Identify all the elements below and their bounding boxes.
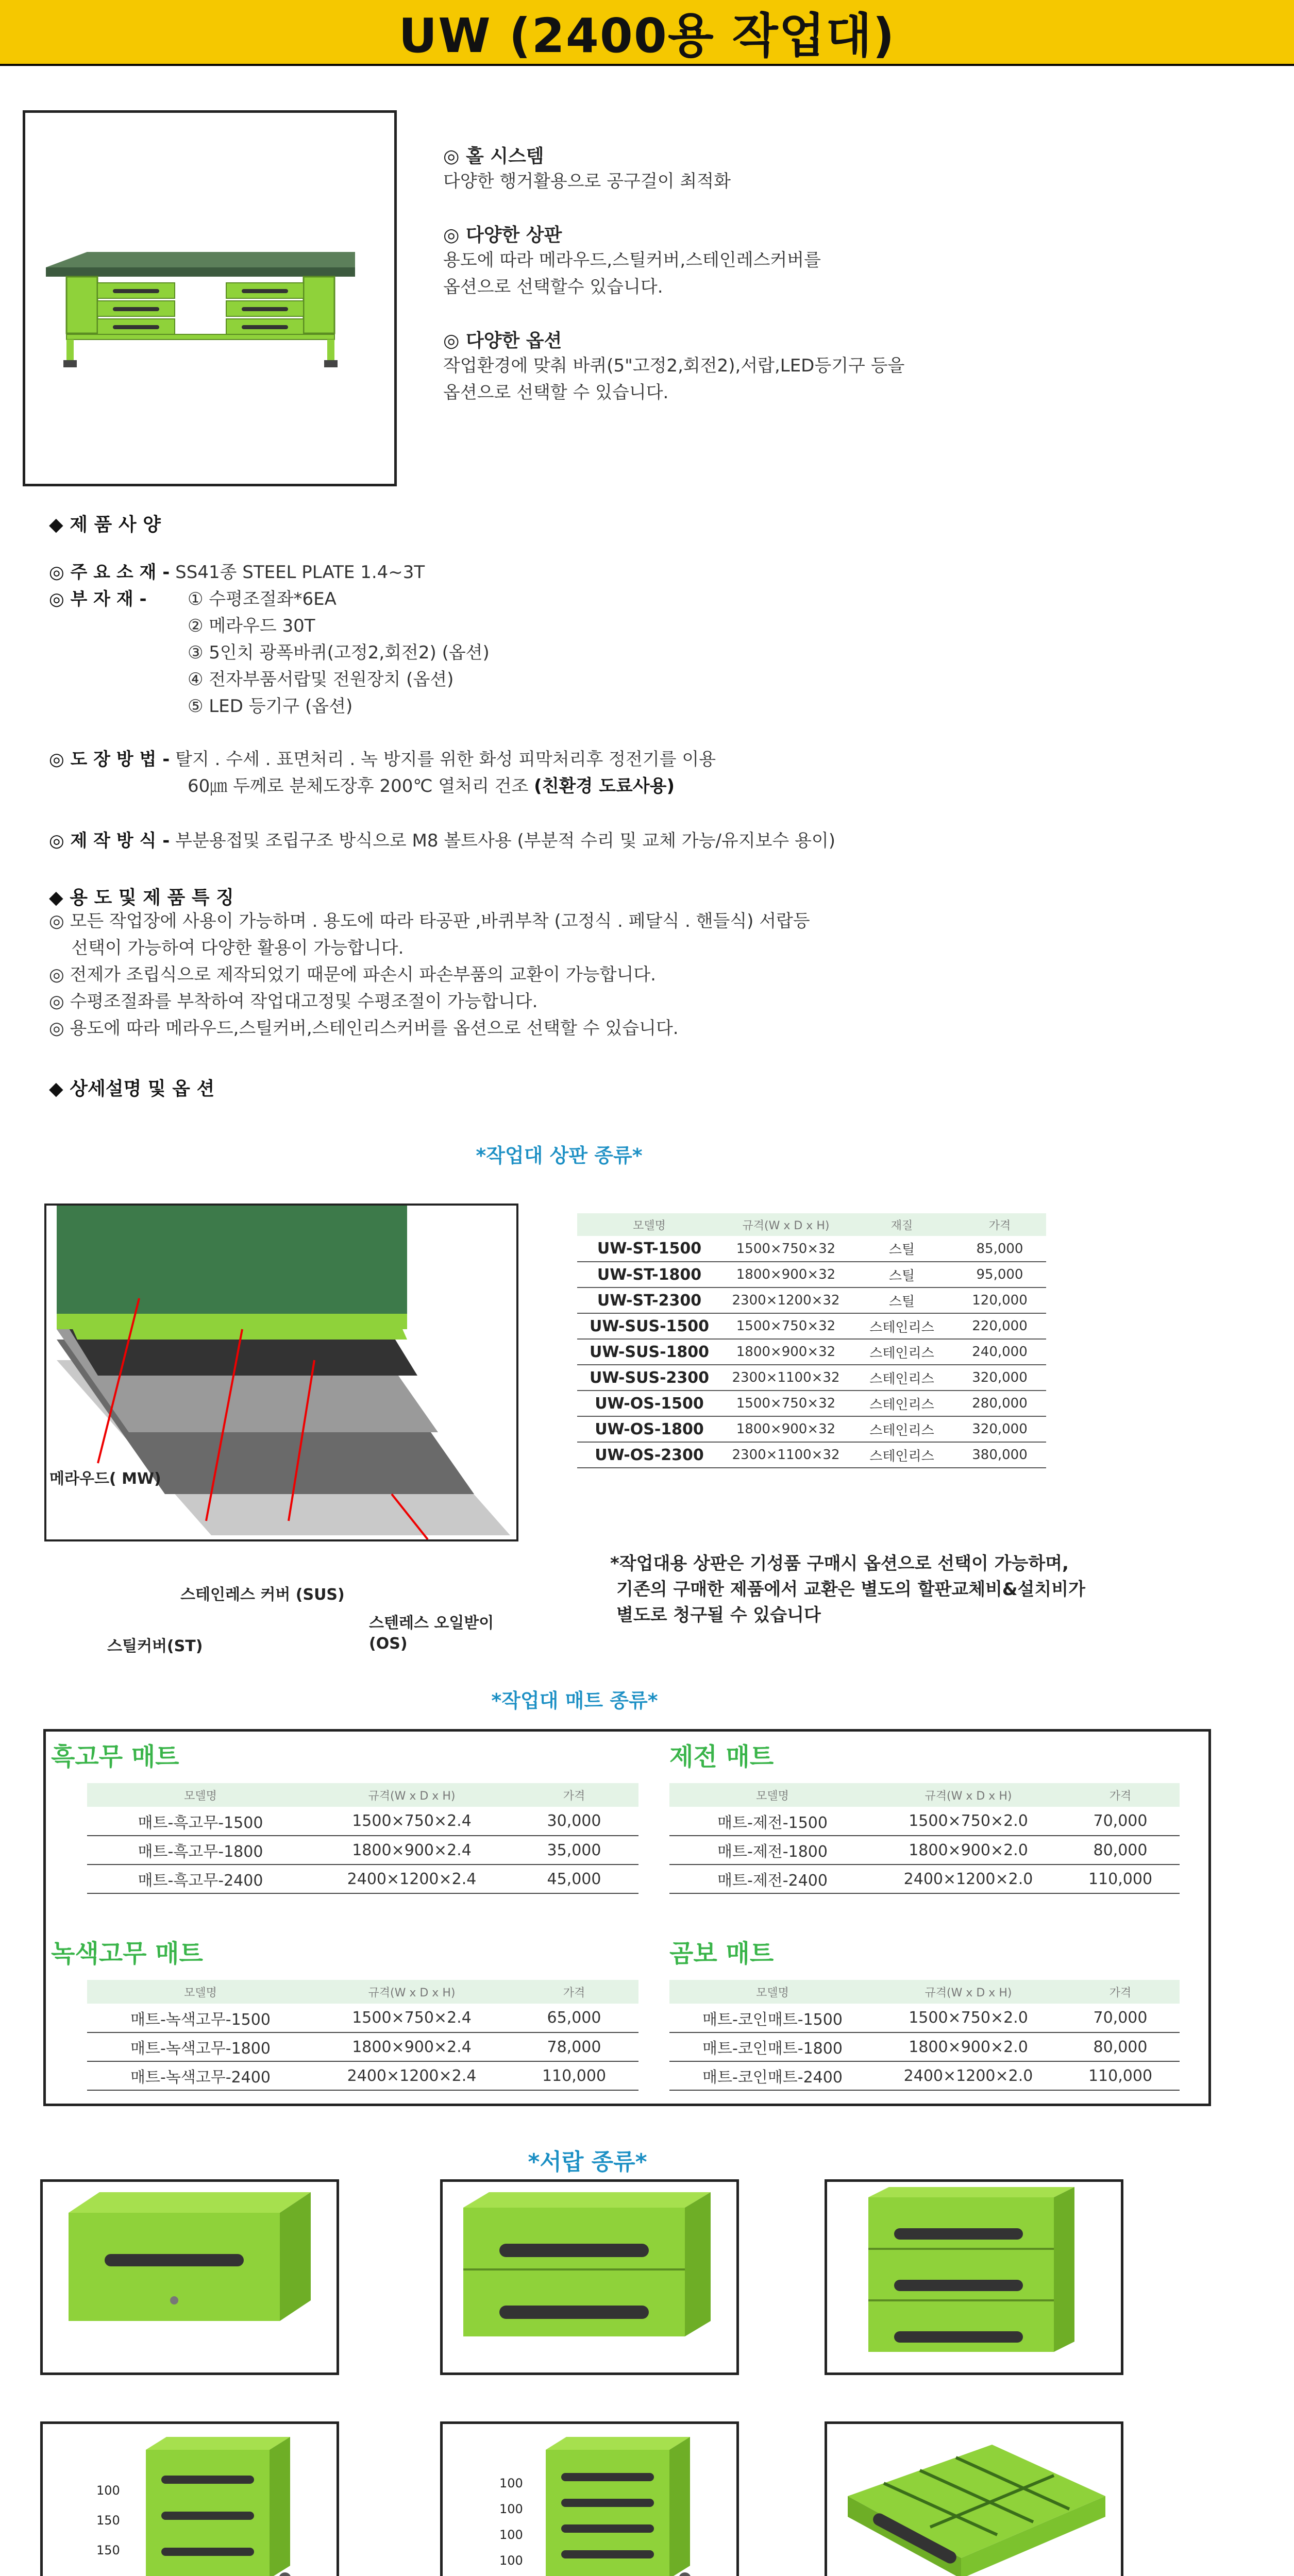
col-model: 모델명 — [577, 1213, 721, 1236]
drawer-triple-illustration — [827, 2182, 1121, 2372]
spec-material — [49, 559, 425, 586]
feature-title: ◎ 다양한 옵션 — [443, 330, 562, 351]
table-row — [87, 2032, 638, 2061]
cell-model: 매트-코인매트-2400 — [669, 2061, 876, 2090]
cell-size: 2300×1100×32 — [721, 1442, 850, 1468]
table-row — [87, 2004, 638, 2032]
cell-material: 스테인리스 — [850, 1339, 953, 1365]
feature-title: ◎ 홀 시스템 — [443, 146, 544, 167]
table-header-row — [577, 1213, 1046, 1236]
cell-model: 매트-녹색고무-2400 — [87, 2061, 314, 2090]
cabinet-label: 100 — [499, 2502, 523, 2516]
cell-size: 1800×900×32 — [721, 1339, 850, 1365]
cabinet-labels — [96, 2476, 120, 2565]
table-row — [669, 2004, 1180, 2032]
cabinet-label: 100 — [96, 2483, 120, 2498]
cell-price: 80,000 — [1061, 2032, 1180, 2061]
cell-size: 2400×1200×2.0 — [876, 1865, 1061, 1893]
cell-model: UW-ST-1500 — [577, 1236, 721, 1262]
cell-model: UW-ST-2300 — [577, 1287, 721, 1313]
cell-model: 매트-흑고무-1500 — [87, 1807, 314, 1836]
cell-price: 110,000 — [510, 2061, 638, 2090]
col-size: 규격(W x D x H) — [876, 1783, 1061, 1807]
table-header-row — [87, 1980, 638, 2004]
cell-size: 2300×1100×32 — [721, 1365, 850, 1391]
table-row — [87, 1865, 638, 1893]
cell-price: 95,000 — [953, 1262, 1046, 1287]
cell-price: 35,000 — [510, 1836, 638, 1865]
spec-make-value: 부분용접및 조립구조 방식으로 M8 볼트사용 (부분적 수리 및 교체 가능/유지보수 용이) — [175, 831, 836, 851]
cabinet-labels — [499, 2470, 523, 2573]
table-header-row — [669, 1783, 1180, 1807]
mat-table-black-rubber — [87, 1783, 638, 1894]
cell-price: 30,000 — [510, 1807, 638, 1836]
table-header-row — [87, 1783, 638, 1807]
spec-paint-line1: 탈지 . 수세 . 표면처리 . 녹 방지를 위한 화성 피막처리후 정전기를 이용 — [175, 749, 716, 770]
cabinet-label: 100 — [499, 2528, 523, 2542]
col-model: 모델명 — [669, 1783, 876, 1807]
table-row — [577, 1365, 1046, 1391]
table-row — [577, 1442, 1046, 1468]
cell-price: 110,000 — [1061, 1865, 1180, 1893]
col-price: 가격 — [1061, 1980, 1180, 2004]
note-line: 별도로 청구될 수 있습니다 — [616, 1605, 821, 1625]
col-material: 재질 — [850, 1213, 953, 1236]
cell-size: 1800×900×2.0 — [876, 2032, 1061, 2061]
cell-model: UW-OS-2300 — [577, 1442, 721, 1468]
feature-hole-system — [443, 142, 1216, 195]
mat-table-coin — [669, 1980, 1180, 2091]
cell-model: 매트-흑고무-2400 — [87, 1865, 314, 1893]
col-model: 모델명 — [669, 1980, 876, 2004]
table-row — [577, 1339, 1046, 1365]
note-line: *작업대용 상판은 기성품 구매시 옵션으로 선택이 가능하며, — [610, 1553, 1069, 1574]
note-line: 기존의 구매한 제품에서 교환은 별도의 할판교체비&설치비가 — [616, 1579, 1085, 1600]
cell-size: 1500×750×2.4 — [314, 1807, 510, 1836]
cell-size: 1500×750×2.4 — [314, 2004, 510, 2032]
cell-price: 380,000 — [953, 1442, 1046, 1468]
divider-tray-illustration — [827, 2424, 1121, 2576]
cell-price: 70,000 — [1061, 2004, 1180, 2032]
mat-group-title: 곰보 매트 — [669, 1939, 774, 1968]
mat-group-title: 녹색고무 매트 — [51, 1939, 203, 1968]
mat-types-box — [43, 1729, 1211, 2106]
divider-tray-image — [825, 2421, 1123, 2576]
cell-model: 매트-코인매트-1800 — [669, 2032, 876, 2061]
cell-size: 1800×900×32 — [721, 1416, 850, 1442]
cell-price: 240,000 — [953, 1339, 1046, 1365]
spec-sub-item: ③ 5인치 광폭바퀴(고정2,회전2) (옵션) — [188, 642, 490, 663]
feature-text: 옵션으로 선택할수 있습니다. — [443, 277, 663, 297]
cabinet-4drawer-image — [440, 2421, 739, 2576]
table-header-row — [669, 1980, 1180, 2004]
spec-paint-label: ◎ 도 장 방 법 - — [49, 749, 170, 770]
cell-price: 120,000 — [953, 1287, 1046, 1313]
table-row — [669, 2032, 1180, 2061]
spec-sub-item: ① 수평조절좌*6EA — [188, 589, 337, 609]
detail-header: ◆ 상세설명 및 옵 션 — [49, 1078, 215, 1099]
cell-material: 스틸 — [850, 1236, 953, 1262]
cell-model: 매트-코인매트-1500 — [669, 2004, 876, 2032]
usage-header: ◆ 용 도 및 제 품 특 징 — [49, 887, 234, 908]
cell-material: 스테인리스 — [850, 1391, 953, 1416]
cell-model: UW-OS-1500 — [577, 1391, 721, 1416]
table-row — [87, 1807, 638, 1836]
cell-price: 110,000 — [1061, 2061, 1180, 2090]
mat-table-antistatic — [669, 1783, 1180, 1894]
table-row — [87, 2061, 638, 2090]
mat-group-title: 제전 매트 — [669, 1742, 774, 1771]
cell-material: 스틸 — [850, 1287, 953, 1313]
cell-model: 매트-흑고무-1800 — [87, 1836, 314, 1865]
cell-size: 1800×900×2.4 — [314, 2032, 510, 2061]
table-row — [577, 1313, 1046, 1339]
label-mw: 메라우드( MW) — [49, 1470, 161, 1488]
feature-title: ◎ 다양한 상판 — [443, 225, 562, 246]
page-title: UW (2400용 작업대) — [398, 8, 896, 63]
cell-size: 2400×1200×2.4 — [314, 1865, 510, 1893]
table-row — [577, 1262, 1046, 1287]
cell-size: 1800×900×2.4 — [314, 1836, 510, 1865]
cell-size: 2300×1200×32 — [721, 1287, 850, 1313]
cell-size: 2400×1200×2.4 — [314, 2061, 510, 2090]
cell-model: UW-ST-1800 — [577, 1262, 721, 1287]
cell-material: 스틸 — [850, 1262, 953, 1287]
cell-model: 매트-제전-1800 — [669, 1836, 876, 1865]
col-model: 모델명 — [87, 1783, 314, 1807]
col-price: 가격 — [953, 1213, 1046, 1236]
spec-material-value: SS41종 STEEL PLATE 1.4~3T — [175, 562, 425, 583]
feature-text: 옵션으로 선택할 수 있습니다. — [443, 382, 669, 403]
top-layers-illustration — [46, 1206, 516, 1539]
cell-model: UW-SUS-2300 — [577, 1365, 721, 1391]
cell-material: 스테인리스 — [850, 1442, 953, 1468]
spec-sub-item: ② 메라우드 30T — [188, 616, 315, 636]
top-layers-image — [44, 1204, 518, 1541]
spec-sub-items — [188, 586, 490, 720]
drawer-triple-image — [825, 2179, 1123, 2375]
spec-sub-item: ④ 전자부품서랍및 전원장치 (옵션) — [188, 669, 454, 690]
table-row — [669, 1807, 1180, 1836]
drawer-double-image — [440, 2179, 739, 2375]
product-image-frame — [23, 110, 397, 486]
cabinet-label: 100 — [499, 2476, 523, 2490]
drawer-double-illustration — [443, 2182, 736, 2372]
feature-text: 다양한 행거활용으로 공구걸이 최적화 — [443, 171, 731, 192]
usage-line: ◎ 수평조절좌를 부착하여 작업대고정및 수평조절이 가능합니다. — [49, 991, 538, 1012]
col-size: 규격(W x D x H) — [721, 1213, 850, 1236]
table-row — [577, 1287, 1046, 1313]
table-row — [87, 1836, 638, 1865]
cell-model: 매트-제전-2400 — [669, 1865, 876, 1893]
cell-model: UW-SUS-1800 — [577, 1339, 721, 1365]
spec-paint-eco: (친환경 도료사용) — [534, 776, 675, 796]
table-row — [669, 2061, 1180, 2090]
drawer-single-image — [40, 2179, 339, 2375]
label-sus: 스테인레스 커버 (SUS) — [180, 1586, 345, 1604]
spec-header: ◆ 제 품 사 양 — [49, 514, 161, 535]
col-price: 가격 — [1061, 1783, 1180, 1807]
cell-model: 매트-녹색고무-1800 — [87, 2032, 314, 2061]
cell-model: UW-SUS-1500 — [577, 1313, 721, 1339]
col-price: 가격 — [510, 1783, 638, 1807]
table-row — [577, 1236, 1046, 1262]
col-size: 규격(W x D x H) — [314, 1783, 510, 1807]
usage-list — [49, 908, 810, 1042]
cell-model: UW-OS-1800 — [577, 1416, 721, 1442]
spec-sub-label: ◎ 부 자 재 - — [49, 589, 147, 609]
cabinet-3drawer-image — [40, 2421, 339, 2576]
cell-size: 1500×750×32 — [721, 1391, 850, 1416]
usage-line: 선택이 가능하여 다양한 활용이 가능합니다. — [49, 938, 404, 958]
col-size: 규격(W x D x H) — [314, 1980, 510, 2004]
spec-make-label: ◎ 제 작 방 식 - — [49, 831, 170, 851]
drawer-single-illustration — [43, 2182, 337, 2372]
table-row — [669, 1836, 1180, 1865]
cell-material: 스테인리스 — [850, 1416, 953, 1442]
table-row — [577, 1391, 1046, 1416]
spec-paint-line2 — [188, 773, 675, 800]
spec-paint-line2-text: 60㎛ 두께로 분체도장후 200℃ 열처리 건조 — [188, 776, 534, 796]
col-size: 규격(W x D x H) — [876, 1980, 1061, 2004]
feature-list — [443, 142, 1216, 406]
cell-size: 1500×750×2.0 — [876, 1807, 1061, 1836]
cell-price: 320,000 — [953, 1416, 1046, 1442]
usage-line: ◎ 용도에 따라 메라우드,스틸커버,스테인리스커버를 옵션으로 선택할 수 있습니다. — [49, 1018, 679, 1039]
table-row — [669, 1865, 1180, 1893]
usage-line: ◎ 모든 작업장에 사용이 가능하며 . 용도에 따라 타공판 ,바퀴부착 (고정식 . 페달식 . 핸들식) 서랍등 — [49, 911, 810, 931]
cabinet-label: 150 — [96, 2543, 120, 2557]
spec-sub-label-row — [49, 586, 147, 613]
spec-paint — [49, 746, 716, 773]
cell-price: 45,000 — [510, 1865, 638, 1893]
feature-various-tops — [443, 221, 1216, 300]
cell-material: 스테인리스 — [850, 1365, 953, 1391]
cell-price: 280,000 — [953, 1391, 1046, 1416]
cabinet-label: 150 — [96, 2513, 120, 2528]
spec-make — [49, 827, 835, 854]
cell-material: 스테인리스 — [850, 1313, 953, 1339]
cell-size: 1500×750×2.0 — [876, 2004, 1061, 2032]
cell-price: 80,000 — [1061, 1836, 1180, 1865]
cell-price: 320,000 — [953, 1365, 1046, 1391]
mat-table-green-rubber — [87, 1980, 638, 2091]
label-st: 스틸커버(ST) — [107, 1637, 203, 1655]
cell-model: 매트-제전-1500 — [669, 1807, 876, 1836]
top-types-table — [577, 1213, 1046, 1468]
col-model: 모델명 — [87, 1980, 314, 2004]
workbench-illustration — [25, 113, 394, 484]
cell-model: 매트-녹색고무-1500 — [87, 2004, 314, 2032]
cell-size: 2400×1200×2.0 — [876, 2061, 1061, 2090]
cell-size: 1500×750×32 — [721, 1313, 850, 1339]
cell-price: 78,000 — [510, 2032, 638, 2061]
usage-line: ◎ 전제가 조립식으로 제작되었기 때문에 파손시 파손부품의 교환이 가능합니다. — [49, 964, 656, 985]
cell-price: 85,000 — [953, 1236, 1046, 1262]
top-types-heading: *작업대 상판 종류* — [476, 1144, 643, 1167]
cell-price: 70,000 — [1061, 1807, 1180, 1836]
cabinet-4drawer-illustration — [535, 2434, 700, 2576]
cell-price: 220,000 — [953, 1313, 1046, 1339]
feature-text: 작업환경에 맞춰 바퀴(5"고정2,회전2),서랍,LED등기구 등을 — [443, 355, 905, 376]
label-os-sub: (OS) — [369, 1635, 408, 1653]
table-row — [577, 1416, 1046, 1442]
cell-size: 1500×750×32 — [721, 1236, 850, 1262]
label-os: 스텐레스 오일받이 — [369, 1614, 494, 1632]
cabinet-label: 100 — [499, 2553, 523, 2568]
cell-price: 65,000 — [510, 2004, 638, 2032]
cell-size: 1800×900×32 — [721, 1262, 850, 1287]
spec-material-label: ◎ 주 요 소 재 - — [49, 562, 170, 583]
spec-sub-item: ⑤ LED 등기구 (옵션) — [188, 696, 353, 717]
mat-group-title: 흑고무 매트 — [51, 1742, 179, 1771]
feature-text: 용도에 따라 메라우드,스틸커버,스테인레스커버를 — [443, 250, 821, 270]
title-banner — [0, 0, 1294, 66]
cabinet-3drawer-illustration — [136, 2434, 300, 2576]
drawer-types-heading: *서랍 종류* — [528, 2149, 647, 2175]
mat-types-heading: *작업대 매트 종류* — [491, 1689, 658, 1712]
col-price: 가격 — [510, 1980, 638, 2004]
top-types-note — [610, 1551, 1085, 1628]
feature-various-options — [443, 326, 1216, 406]
cell-size: 1800×900×2.0 — [876, 1836, 1061, 1865]
